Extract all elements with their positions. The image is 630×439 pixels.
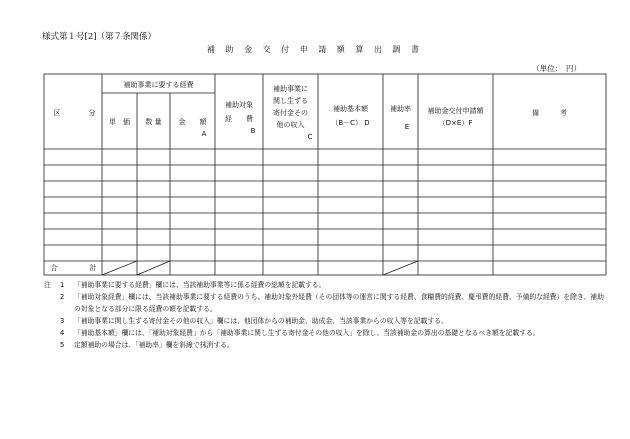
header-amount-mark: A	[201, 130, 207, 138]
header-base-amount-1: 補助基本額	[333, 105, 368, 113]
header-eligible-1: 補助対象	[225, 101, 253, 109]
note-item	[44, 279, 604, 291]
note-number: 2	[60, 293, 65, 301]
header-rate-mark: E	[404, 123, 410, 131]
header-request-amount-2: （D×E）F	[438, 119, 473, 127]
note-text: 「補助基本額」欄には、「補助対象経費」から「補助事業に関し生ずる寄付金その他の収入」を除し、当該補助金の算出の基礎となるべき額を記載する。	[74, 329, 540, 337]
total-rate-strike	[383, 261, 418, 275]
note-number: 1	[60, 281, 65, 289]
header-project-expense: 補助事業に要する経費	[123, 81, 194, 89]
note-number: 3	[60, 317, 65, 325]
notes-label: 注	[44, 281, 51, 289]
document-title: 補 助 金 交 付 申 請 額 算 出 調 書	[207, 45, 423, 54]
header-bun: 分	[88, 109, 96, 117]
note-item	[44, 339, 604, 351]
header-amount: 金 額	[178, 118, 207, 126]
header-donation-2: 関し生ずる	[273, 97, 308, 105]
total-label-left: 合	[50, 264, 58, 272]
note-text: 「補助事業に関し生ずる寄付金その他の収入」欄には、他団体からの補助金、助成金、当該事業からの収入等を記載する。	[74, 317, 448, 325]
header-base-amount-2: （B－C） D	[331, 119, 370, 127]
header-donation-mark: C	[307, 133, 313, 141]
note-text: 「補助事業に要する経費」欄には、当該補助事業等に係る経費の総額を記載する。	[74, 281, 326, 289]
header-donation-3: 寄付金その	[273, 109, 308, 117]
header-quantity: 数 量	[145, 118, 162, 126]
note-item	[44, 315, 604, 327]
note-item	[44, 327, 604, 339]
total-unitprice-strike	[102, 261, 137, 275]
header-eligible-mark: B	[250, 127, 256, 135]
note-number: 4	[60, 329, 65, 337]
unit-label: （単位： 円）	[532, 64, 581, 73]
total-label-right: 計	[89, 264, 97, 272]
header-donation-4: 他の収入	[276, 121, 305, 129]
note-text: 「補助対象経費」欄には、当該補助事業に要する経費のうち、補助対象外経費（その団体等の運営に関する経費、食糧費的経費、慶弔費的経費、予備的な経費）を除き、補助の対象となる部分に限る経費の額を記載する。	[74, 293, 604, 313]
header-rate: 補助率	[390, 105, 411, 113]
header-remarks: 備 考	[532, 109, 567, 117]
note-number: 5	[60, 341, 65, 349]
header-donation-1: 補助事業に	[273, 85, 308, 93]
total-quantity-strike	[137, 261, 170, 275]
header-ku: 区	[53, 109, 61, 117]
note-item	[44, 291, 604, 315]
header-request-amount-1: 補助金交付申請額	[427, 107, 484, 115]
note-text: 定額補助の場合は、「補助率」欄を斜線で抹消する。	[74, 341, 234, 349]
header-eligible-2: 経 費	[225, 115, 253, 123]
form-number: 様式第１号[2]（第７条関係）	[42, 32, 157, 42]
notes-section	[44, 279, 604, 351]
header-unit-price: 単 価	[109, 118, 130, 126]
